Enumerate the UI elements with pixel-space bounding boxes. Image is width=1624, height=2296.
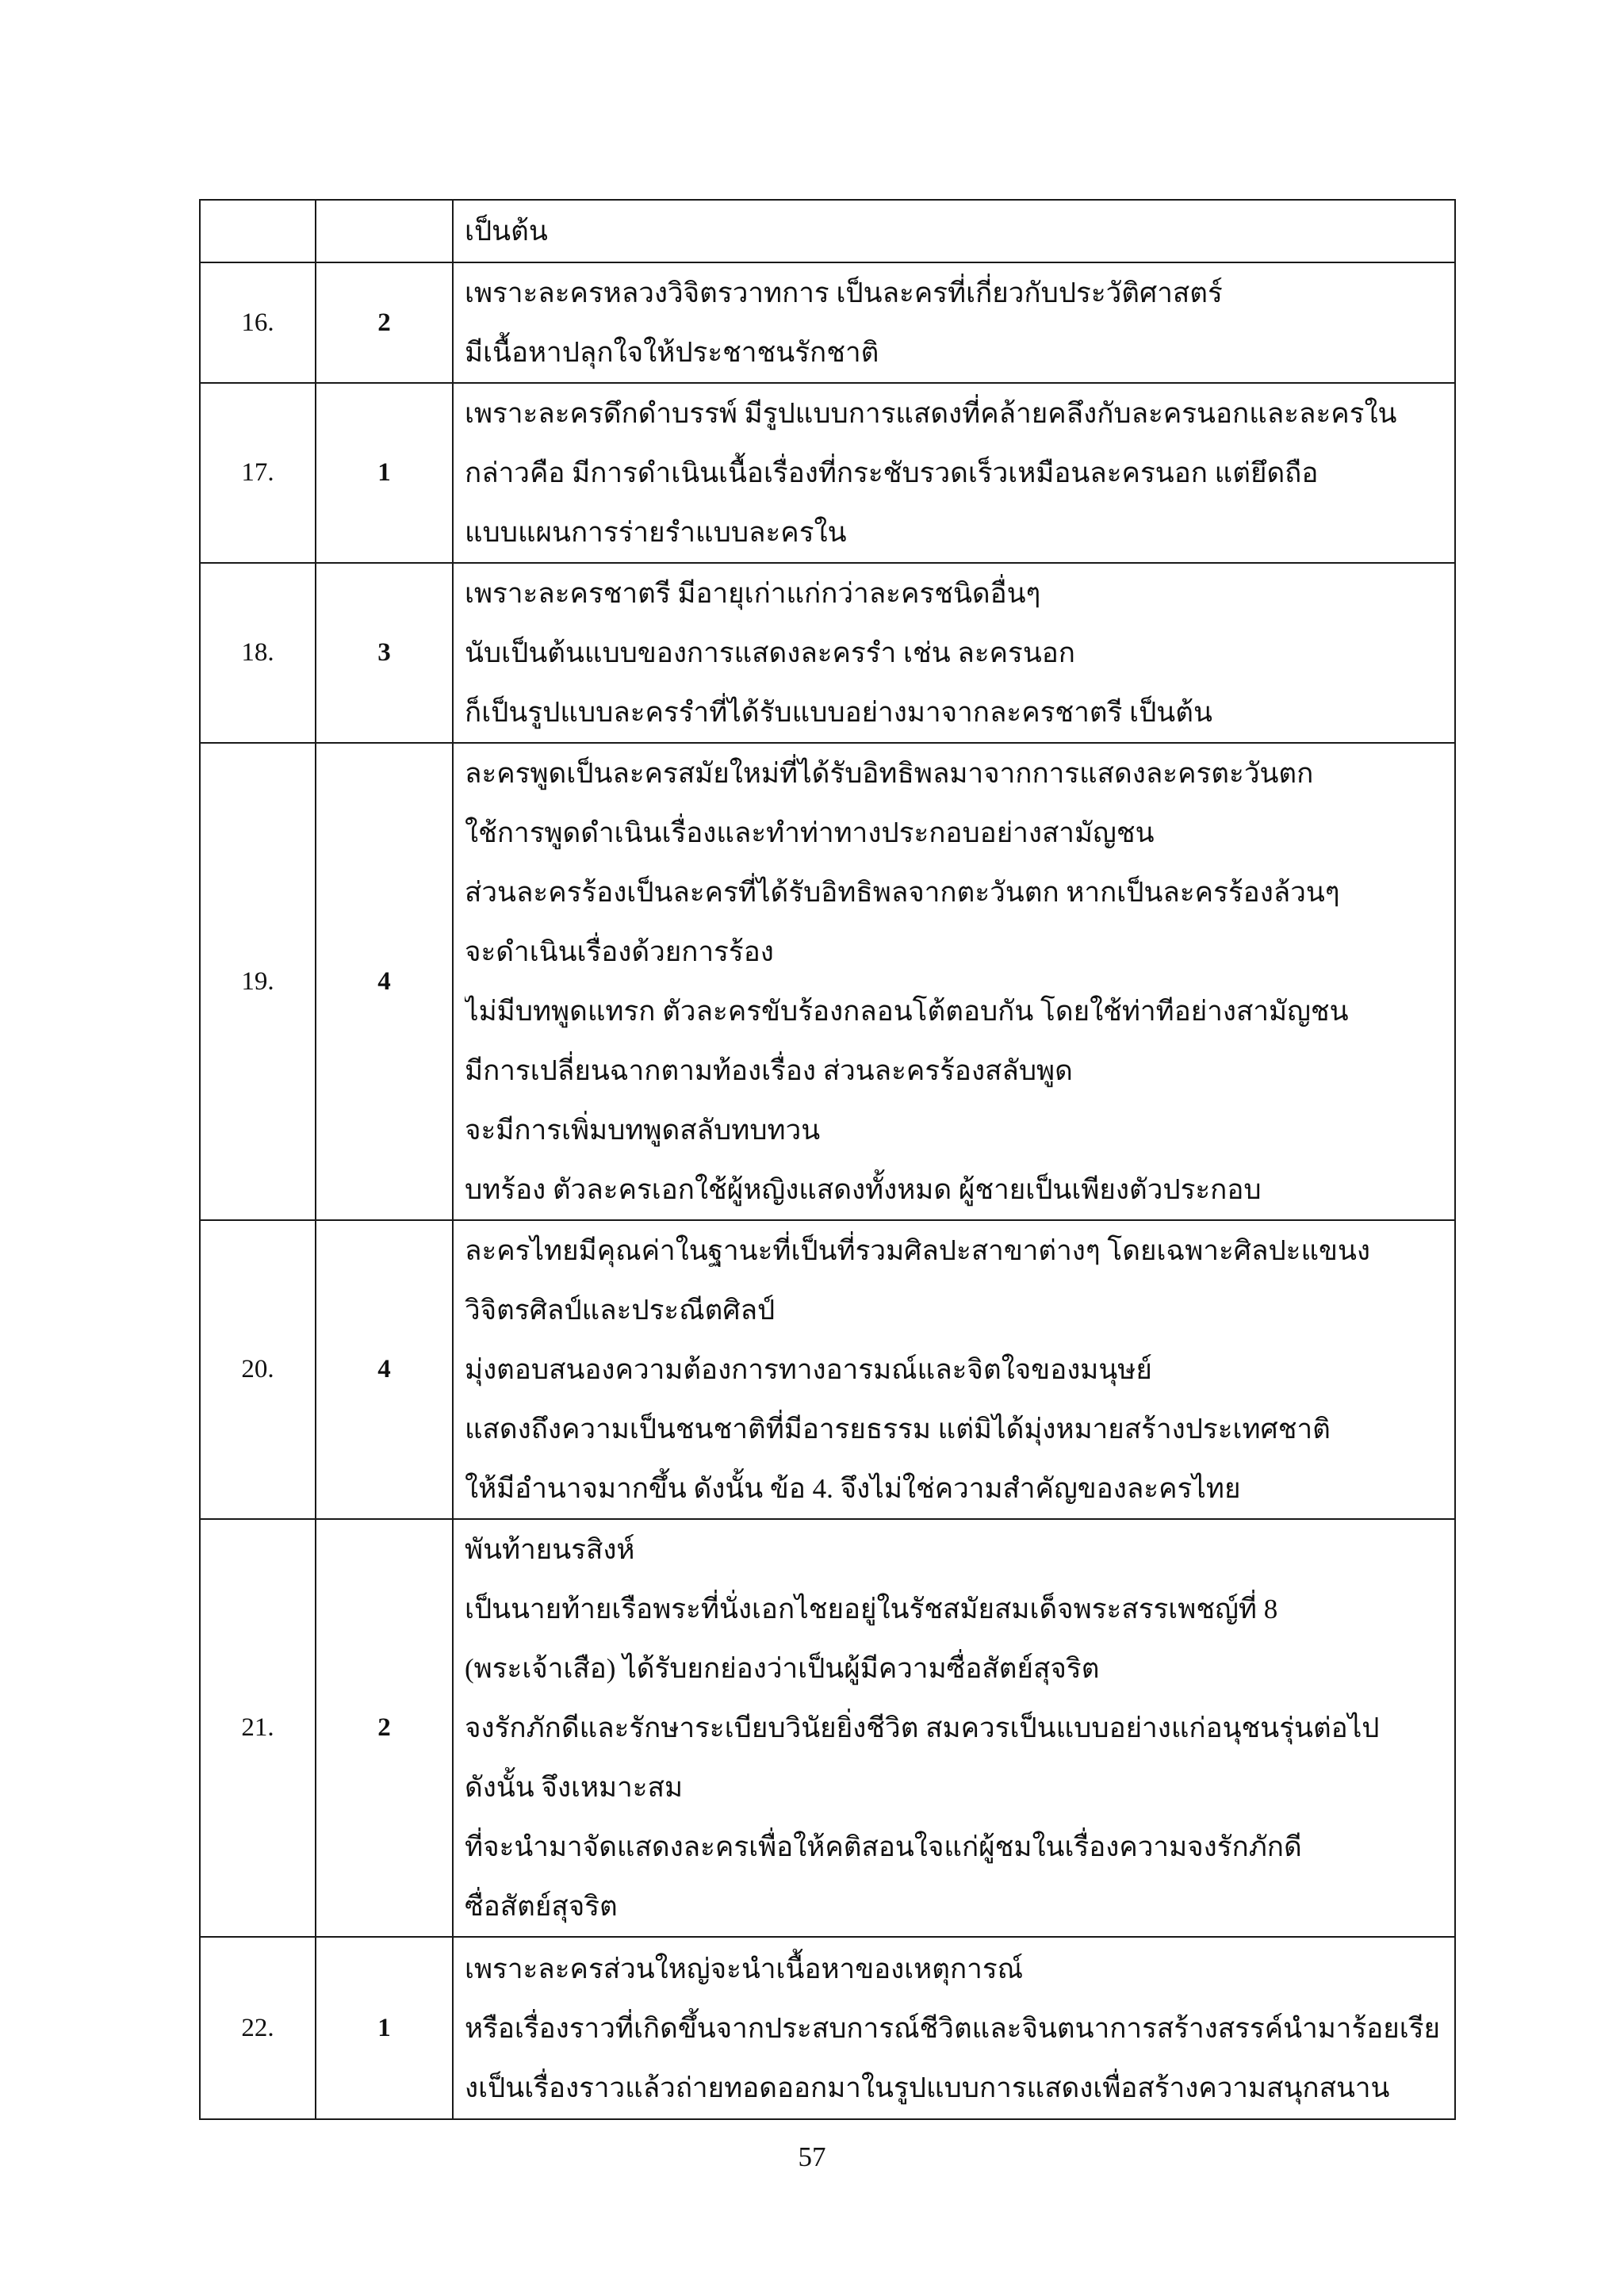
question-number-cell: 20. (200, 1220, 316, 1519)
answer-cell: 3 (316, 563, 453, 743)
explanation-cell (453, 383, 1455, 563)
question-number-cell: 16. (200, 262, 316, 383)
explanation-line: จงรักภักดีและรักษาระเบียบวินัยยิ่งชีวิต สมควรเป็นแบบอย่างแก่อนุชนรุ่นต่อไป (465, 1712, 1380, 1743)
explanation-line: ไม่มีบทพูดแทรก ตัวละครขับร้องกลอนโต้ตอบกัน โดยใช้ท่าทีอย่างสามัญชน (465, 996, 1349, 1027)
table-row (200, 563, 1455, 743)
explanation-line: ดังนั้น จึงเหมาะสม (465, 1772, 684, 1803)
explanation-line: พันท้ายนรสิงห์ (465, 1534, 635, 1565)
explanation-line: งเป็นเรื่องราวแล้วถ่ายทอดออกมาในรูปแบบการแสดงเพื่อสร้างความสนุกสนาน (465, 2072, 1390, 2103)
answer-cell: 2 (316, 262, 453, 383)
explanation-cell (453, 262, 1455, 383)
explanation-line: แบบแผนการร่ายรำแบบละครใน (465, 517, 847, 548)
explanation-cell (453, 743, 1455, 1220)
answer-cell: 1 (316, 1937, 453, 2119)
table-row (200, 383, 1455, 563)
question-number-cell: 18. (200, 563, 316, 743)
answer-cell (316, 200, 453, 262)
explanation-line: นับเป็นต้นแบบของการแสดงละครรำ เช่น ละครนอก (465, 637, 1075, 668)
explanation-line: มีการเปลี่ยนฉากตามท้องเรื่อง ส่วนละครร้องสลับพูด (465, 1055, 1073, 1086)
explanation-cell (453, 1220, 1455, 1519)
answer-explanation-table (199, 199, 1456, 2120)
explanation-line: ละครไทยมีคุณค่าในฐานะที่เป็นที่รวมศิลปะสาขาต่างๆ โดยเฉพาะศิลปะแขนง (465, 1235, 1370, 1266)
explanation-line: เพราะละครหลวงวิจิตรวาทการ เป็นละครที่เกี่ยวกับประวัติศาสตร์ (465, 277, 1223, 308)
explanation-line: ส่วนละครร้องเป็นละครที่ได้รับอิทธิพลจากตะวันตก หากเป็นละครร้องล้วนๆ (465, 877, 1340, 908)
explanation-line: (พระเจ้าเสือ) ได้รับยกย่องว่าเป็นผู้มีความซื่อสัตย์สุจริต (465, 1653, 1100, 1684)
explanation-cell (453, 563, 1455, 743)
page-number: 57 (798, 2141, 826, 2172)
explanation-line: ใช้การพูดดำเนินเรื่องและทำท่าทางประกอบอย่างสามัญชน (465, 817, 1155, 848)
explanation-line: ก็เป็นรูปแบบละครรำที่ได้รับแบบอย่างมาจากละครชาตรี เป็นต้น (465, 697, 1212, 728)
question-number-cell (200, 200, 316, 262)
explanation-line: เพราะละครชาตรี มีอายุเก่าแก่กว่าละครชนิดอื่นๆ (465, 578, 1041, 609)
explanation-line: กล่าวคือ มีการดำเนินเนื้อเรื่องที่กระชับรวดเร็วเหมือนละครนอก แต่ยึดถือ (465, 457, 1319, 488)
explanation-line: วิจิตรศิลป์และประณีตศิลป์ (465, 1295, 776, 1326)
explanation-cell (453, 1937, 1455, 2119)
explanation-line: ละครพูดเป็นละครสมัยใหม่ที่ได้รับอิทธิพลมาจากการแสดงละครตะวันตก (465, 758, 1314, 789)
explanation-line: มุ่งตอบสนองความต้องการทางอารมณ์และจิตใจของมนุษย์ (465, 1354, 1152, 1385)
table-row (200, 743, 1455, 1220)
question-number-cell: 21. (200, 1519, 316, 1937)
explanation-line: หรือเรื่องราวที่เกิดขึ้นจากประสบการณ์ชีวิตและจินตนาการสร้างสรรค์นำมาร้อยเรีย (465, 2012, 1441, 2044)
explanation-line: จะดำเนินเรื่องด้วยการร้อง (465, 936, 774, 967)
explanation-line: ซื่อสัตย์สุจริต (465, 1891, 618, 1922)
explanation-cell (453, 1519, 1455, 1937)
question-number-cell: 22. (200, 1937, 316, 2119)
explanation-line: มีเนื้อหาปลุกใจให้ประชาชนรักชาติ (465, 337, 879, 368)
table-row (200, 1519, 1455, 1937)
table-row (200, 1937, 1455, 2119)
table-row (200, 1220, 1455, 1519)
explanation-line: เป็นนายท้ายเรือพระที่นั่งเอกไชยอยู่ในรัชสมัยสมเด็จพระสรรเพชญ์ที่ 8 (465, 1594, 1278, 1624)
explanation-cell (453, 200, 1455, 262)
question-number-cell: 19. (200, 743, 316, 1220)
table-row (200, 200, 1455, 262)
explanation-line: เพราะละครดึกดำบรรพ์ มีรูปแบบการแสดงที่คล้ายคลึงกับละครนอกและละครใน (465, 398, 1397, 429)
table-row (200, 262, 1455, 383)
explanation-line: ให้มีอำนาจมากขึ้น ดังนั้น ข้อ 4. จึงไม่ใช่ความสำคัญของละครไทย (465, 1473, 1241, 1504)
explanation-line: เพราะละครส่วนใหญ่จะนำเนื้อหาของเหตุการณ์ (465, 1953, 1024, 1984)
explanation-line: จะมีการเพิ่มบทพูดสลับทบทวน (465, 1115, 821, 1146)
explanation-line: แสดงถึงความเป็นชนชาติที่มีอารยธรรม แต่มิได้มุ่งหมายสร้างประเทศชาติ (465, 1414, 1331, 1445)
explanation-line: ที่จะนำมาจัดแสดงละครเพื่อให้คติสอนใจแก่ผู้ชมในเรื่องความจงรักภักดี (465, 1831, 1302, 1862)
question-number-cell: 17. (200, 383, 316, 563)
answer-cell: 4 (316, 1220, 453, 1519)
answer-cell: 4 (316, 743, 453, 1220)
answer-cell: 2 (316, 1519, 453, 1937)
explanation-line: เป็นต้น (465, 216, 548, 247)
explanation-line: บทร้อง ตัวละครเอกใช้ผู้หญิงแสดงทั้งหมด ผู้ชายเป็นเพียงตัวประกอบ (465, 1174, 1262, 1205)
answer-cell: 1 (316, 383, 453, 563)
